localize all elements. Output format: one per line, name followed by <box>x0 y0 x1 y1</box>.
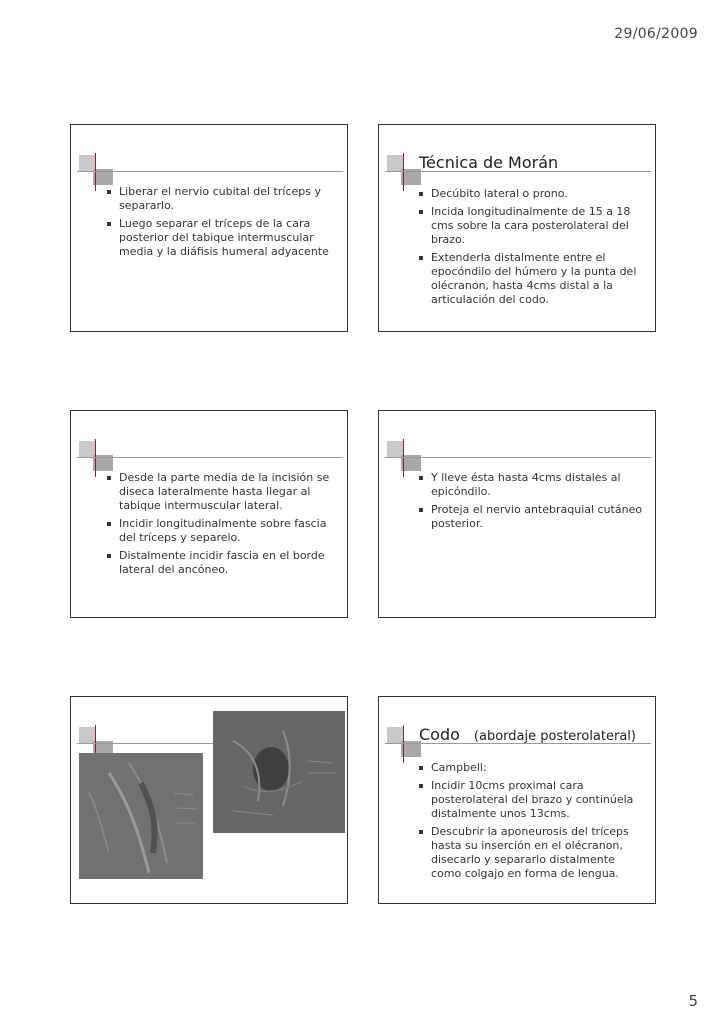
slide-4-bullets <box>419 471 649 535</box>
bullet-item: Campbell: <box>419 761 645 775</box>
bullet-item: Incida longitudinalmente de 15 a 18 cms sobre la cara posterolateral del brazo. <box>419 205 645 247</box>
slide-6-title-sub: (abordaje posterolateral) <box>473 729 636 744</box>
slide-2 <box>378 124 656 332</box>
bullet-item: Incidir 10cms proximal cara posterolateral del brazo y continúela distalmente unos 13cms. <box>419 779 645 821</box>
slide-6-title <box>419 725 636 744</box>
page-date: 29/06/2009 <box>614 26 698 42</box>
bullet-item: Proteja el nervio antebraquial cutáneo posterior. <box>419 503 649 531</box>
bullet-item: Incidir longitudinalmente sobre fascia del tríceps y separelo. <box>107 517 337 545</box>
bullet-item: Extenderla distalmente entre el epocóndilo del húmero y la punta del olécranon, hasta 4cms distal a la articulación del codo. <box>419 251 645 307</box>
slide-6 <box>378 696 656 904</box>
page-number: 5 <box>688 992 698 1010</box>
bullet-item: Luego separar el tríceps de la cara posterior del tabique intermuscular media y la diáfisis humeral adyacente <box>107 217 337 259</box>
slide-1-bullets <box>107 185 337 263</box>
bullet-item: Desde la parte media de la incisión se diseca lateralmente hasta llegar al tabique intermuscular lateral. <box>107 471 337 513</box>
slide-2-bullets <box>419 187 645 311</box>
slide-4 <box>378 410 656 618</box>
slide-3-bullets <box>107 471 337 581</box>
slide-1 <box>70 124 348 332</box>
bullet-item: Liberar el nervio cubital del tríceps y separarlo. <box>107 185 337 213</box>
bullet-item: Descubrir la aponeurosis del tríceps hasta su inserción en el olécranon, disecarlo y separarlo distalmente como colgajo en forma de lengua. <box>419 825 645 881</box>
slide-3 <box>70 410 348 618</box>
bullet-item: Decúbito lateral o prono. <box>419 187 645 201</box>
surgical-illustration-photo <box>79 753 203 879</box>
slide-6-bullets <box>419 761 645 885</box>
slide-5 <box>70 696 348 904</box>
slide-2-title: Técnica de Morán <box>419 153 559 172</box>
bullet-item: Distalmente incidir fascia en el borde lateral del ancóneo. <box>107 549 337 577</box>
slide-6-title-main: Codo <box>419 725 460 744</box>
surgical-illustration-photo <box>213 711 345 833</box>
bullet-item: Y lleve ésta hasta 4cms distales al epicóndilo. <box>419 471 649 499</box>
